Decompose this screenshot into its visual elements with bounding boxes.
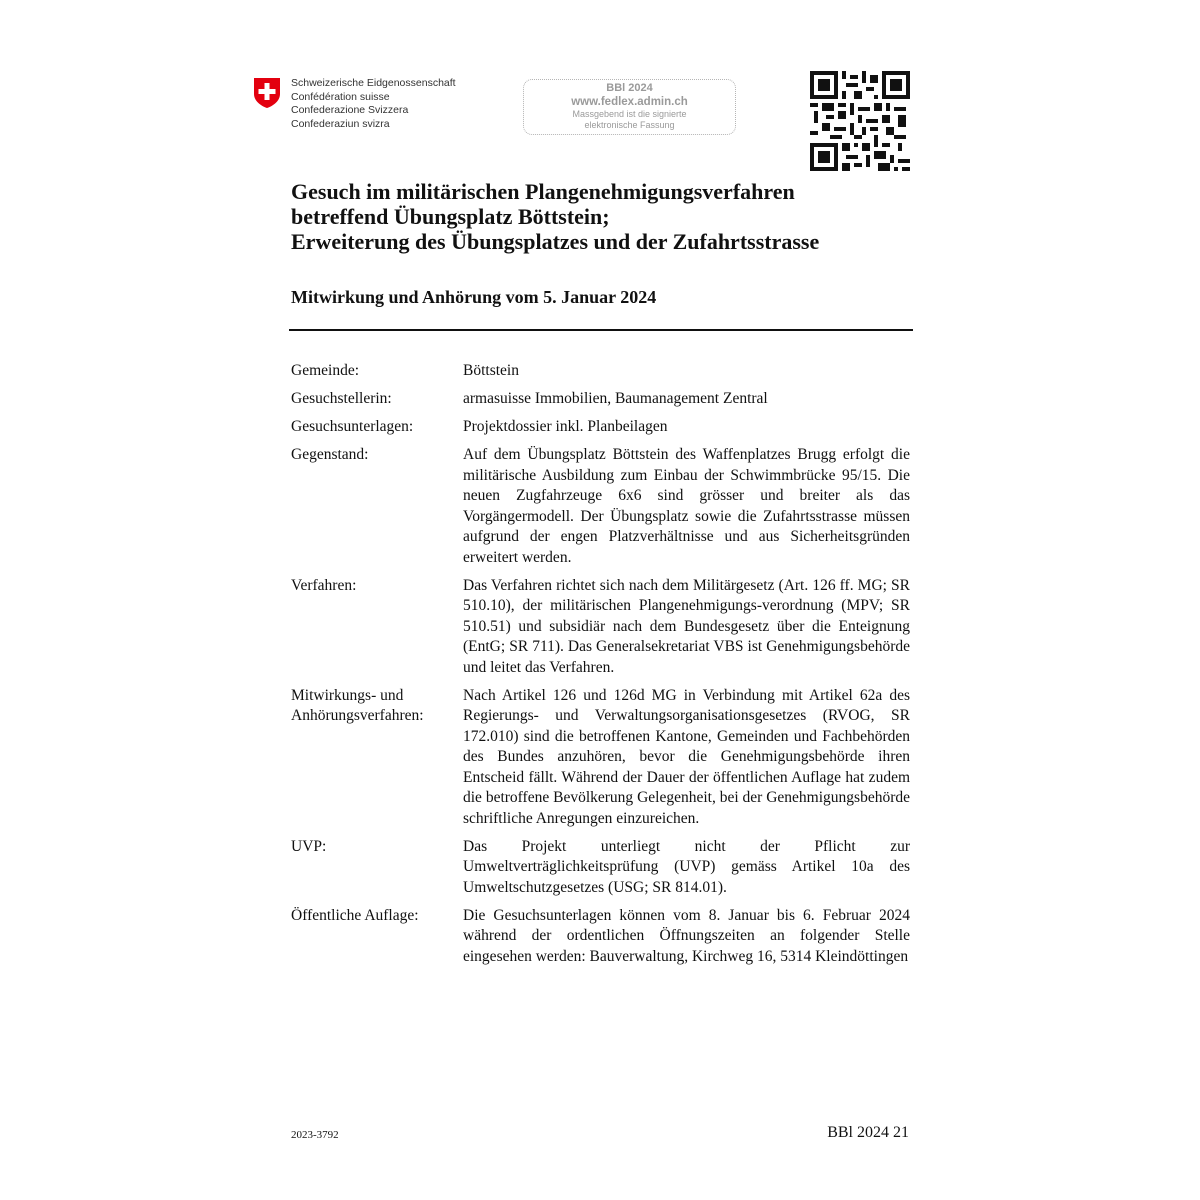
row-label: UVP:: [291, 837, 327, 855]
info-row: [291, 837, 911, 899]
row-value: Das Projekt unterliegt nicht der Pflicht zur Umweltverträglichkeitsprüfung (UVP) gemäss Artikel 10a des Umweltschutzgesetzes (USG; SR 814.01).: [463, 837, 910, 896]
info-row: [291, 389, 911, 410]
issuer-line: Confédération suisse: [291, 90, 390, 103]
issuer-name: [291, 77, 456, 131]
row-label: Gemeinde:: [291, 362, 360, 379]
issuer-line: Confederazione Svizzera: [291, 104, 409, 117]
title-line: Gesuch im militärischen Plangenehmigungsverfahren: [291, 179, 795, 204]
stamp-url[interactable]: www.fedlex.admin.ch: [571, 96, 688, 108]
row-label: Verfahren:: [291, 576, 357, 594]
issuer-line: Confederaziun svizra: [291, 117, 390, 130]
info-row: [291, 417, 911, 438]
title-line: Erweiterung des Übungsplatzes und der Zufahrtsstrasse: [291, 229, 820, 254]
row-label: Mitwirkungs- und Anhörungsverfahren:: [291, 686, 424, 724]
row-value: Nach Artikel 126 und 126d MG in Verbindung mit Artikel 62a des Regierungs- und Verwaltungsorganisationsgesetzes (RVOG, SR 172.010) sind die betroffenen Kantone, Gemeinden und Fachbehörden des Bundes anzuhören, bevor die Genehmigungsbehörde ihren Entscheid fällt. Während der Dauer der öffentlichen Auflage hat zudem die betroffene Bevölkerung Gelegenheit, bei der Genehmigungsbehörde schriftliche Anregungen einzureichen.: [463, 686, 910, 827]
row-value: armasuisse Immobilien, Baumanagement Zentral: [463, 390, 768, 407]
row-label: Gesuchstellerin:: [291, 390, 392, 407]
qr-code-icon: [810, 71, 910, 171]
row-value: Böttstein: [463, 362, 519, 379]
document-title: [291, 179, 931, 254]
info-row: [291, 445, 911, 568]
row-label: Gegenstand:: [291, 446, 369, 463]
row-value: Projektdossier inkl. Planbeilagen: [463, 418, 668, 435]
row-value: Die Gesuchsunterlagen können vom 8. Januar bis 6. Februar 2024 während der ordentlichen Öffnungszeiten an folgender Stelle eingesehen werden: Bauverwaltung, Kirchweg 16, 5314 Kleindöttingen: [463, 906, 910, 965]
divider: [289, 329, 913, 331]
stamp-line: Massgebend ist die signierte: [572, 109, 687, 119]
swiss-cross-icon: [253, 77, 281, 109]
document-subtitle: Mitwirkung und Anhörung vom 5. Januar 2024: [291, 287, 657, 307]
info-row: [291, 906, 911, 968]
row-value: Das Verfahren richtet sich nach dem Militärgesetz (Art. 126 ff. MG; SR 510.10), der militärischen Plangenehmigungs-verordnung (MPV; SR 510.51) und subsidiär nach dem Bundesgesetz über die Enteignung (EntG; SR 711). Das Generalsekretariat VBS ist Genehmigungsbehörde und leitet das Verfahren.: [463, 576, 910, 676]
title-line: betreffend Übungsplatz Böttstein;: [291, 204, 610, 229]
row-label: Gesuchsunterlagen:: [291, 418, 414, 435]
row-label: Öffentliche Auflage:: [291, 906, 419, 924]
info-row: [291, 361, 911, 382]
bbl-reference: BBl 2024 21: [827, 1124, 909, 1141]
row-value: Auf dem Übungsplatz Böttstein des Waffenplatzes Brugg erfolgt die militärische Ausbildung zum Einbau der Schwimmbrücke 95/15. Die neuen Zugfahrzeuge 6x6 sind grösser und breiter als das Vorgängermodell. Der Übungsplatz sowie die Zufahrtsstrasse müssen aufgrund der engen Platzverhältnisse und aus Sicherheitsgründen erweitert werden.: [463, 446, 910, 566]
publication-stamp: [523, 79, 736, 135]
info-row: [291, 576, 911, 679]
info-table: [291, 361, 911, 975]
issuer-line: Schweizerische Eidgenossenschaft: [291, 77, 456, 89]
stamp-line: elektronische Fassung: [584, 120, 675, 130]
stamp-line: BBl 2024: [606, 82, 653, 94]
document-number: 2023-3792: [291, 1129, 339, 1141]
info-row: [291, 686, 911, 830]
